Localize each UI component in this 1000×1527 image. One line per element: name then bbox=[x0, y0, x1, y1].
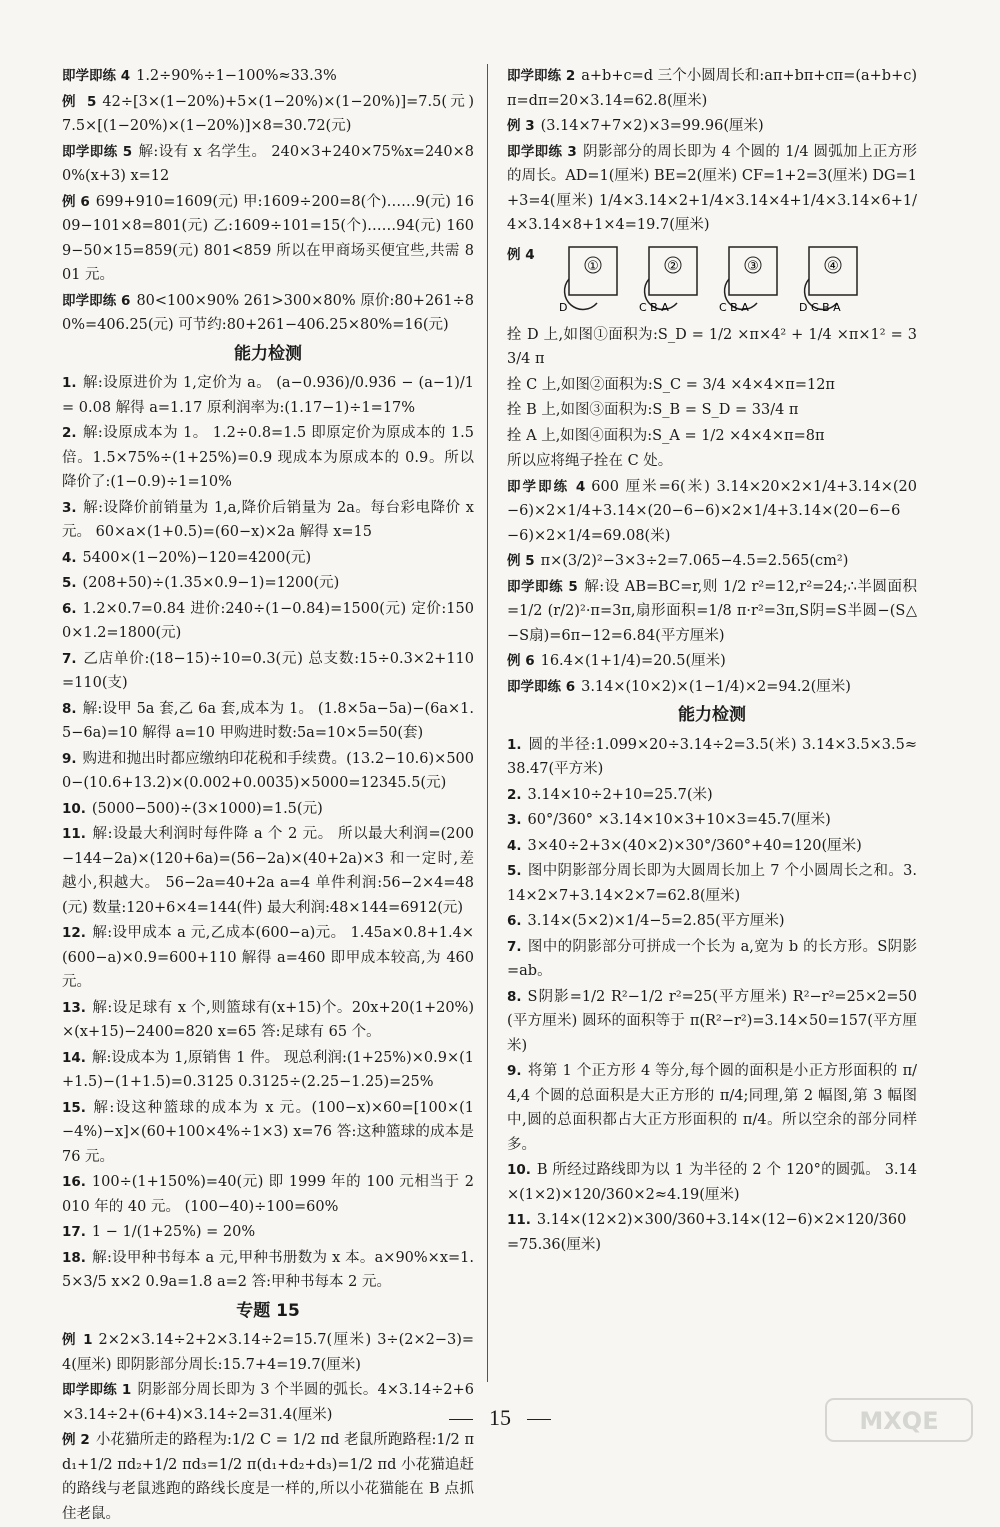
item-text: 解:设降价前销量为 1,a,降价后销量为 2a。每台彩电降价 x 元。 60×a×(1+0.5)=(60−x)×2a 解得 x=15 bbox=[62, 499, 474, 540]
item-label: 9. bbox=[62, 750, 77, 767]
item-text: 小花猫所走的路程为:1/2 C = 1/2 πd 老鼠所跑路程:1/2 πd₁+1/2 πd₂+1/2 πd₃=1/2 π(d₁+d₂+d₃)=1/2 πd 小花猫追赶的路线与老鼠逃跑的路线长度是一样的,所以小花猫能在 B 点抓住老鼠。 bbox=[62, 1432, 474, 1522]
left-column bbox=[62, 64, 474, 1527]
answer-item bbox=[507, 140, 917, 238]
item-text: 解:设甲种书每本 a 元,甲种书册数为 x 本。a×90%×x=1.5×3/5 x×2 0.9a=1.8 a=2 答:甲种书每本 2 元。 bbox=[62, 1249, 474, 1290]
rope-figure bbox=[639, 247, 697, 314]
item-label: 6. bbox=[62, 600, 77, 617]
item-label: 16. bbox=[62, 1174, 86, 1190]
item-text: 解:设甲成本 a 元,乙成本(600−a)元。 1.45a×0.8+1.4×(600−a)×0.9=600+110 解得 a=460 即甲成本较高,为 460 元。 bbox=[62, 925, 474, 990]
item-text: a+b+c=d 三个小圆周长和:aπ+bπ+cπ=(a+b+c)π=dπ=20×3.14=62.8(厘米) bbox=[507, 68, 917, 109]
item-label: 5. bbox=[507, 863, 522, 879]
answer-item bbox=[507, 909, 917, 934]
item-text: 阴影部分周长即为 3 个半圆的弧长。4×3.14÷2+6×3.14÷2+(6+4)×3.14÷2=31.4(厘米) bbox=[62, 1382, 475, 1423]
item-text: 解:设 AB=BC=r,则 1/2 r²=12,r²=24;∴半圆面积=1/2 (r/2)²·π=3π,扇形面积=1/8 π·r²=3π,S阴=S半圆−(S△−S扇)=6π−12=6.84(平方厘米) bbox=[507, 578, 917, 644]
item-label: 11. bbox=[62, 826, 86, 842]
answer-item bbox=[62, 1220, 474, 1245]
item-text: 解:设原进价为 1,定价为 a。 (a−0.936)/0.936 − (a−1)/1 = 0.08 解得 a=1.17 原利润率为:(1.17−1)÷1=17% bbox=[62, 375, 474, 416]
section-heading: 能力检测 bbox=[234, 343, 302, 364]
item-text: 图中的阴影部分可拼成一个长为 a,宽为 b 的长方形。S阴影=ab。 bbox=[507, 938, 917, 979]
item-label: 即学即练 4 bbox=[62, 68, 131, 84]
item-text: 1.2÷90%÷1−100%≈33.3% bbox=[136, 68, 337, 84]
answer-item bbox=[507, 649, 917, 674]
item-text: 2×2×3.14÷2+2×3.14÷2=15.7(厘米) 3÷(2×2−3)=4(厘米) 即阴影部分周长:15.7+4=19.7(厘米) bbox=[62, 1332, 475, 1373]
item-label: 3. bbox=[507, 812, 522, 828]
item-text: 16.4×(1+1/4)=20.5(厘米) bbox=[540, 653, 726, 669]
item-text: B 所经过路线即为以 1 为半径的 2 个 120°的圆弧。 3.14×(1×2)×120/360×2≈4.19(厘米) bbox=[507, 1162, 917, 1203]
answer-item bbox=[507, 783, 917, 808]
item-label: 10. bbox=[62, 800, 86, 817]
answer-item bbox=[62, 1046, 474, 1095]
item-text: 80<100×90% 261>300×80% 原价:80+261÷80%=406.25(元) 可节约:80+261−406.25×80%=16(元) bbox=[62, 292, 474, 333]
rope-figure bbox=[719, 247, 777, 314]
answer-item bbox=[62, 597, 474, 646]
item-text: π×(3/2)²−3×3÷2=7.065−4.5=2.565(cm²) bbox=[540, 553, 849, 569]
item-text: 将第 1 个正方形 4 等分,每个圆的面积是小正方形面积的 π/4,4 个圆的总面积是大正方形的 π/4;同理,第 2 幅图,第 3 幅图中,圆的总面积都占大正方形面积的 π/4。所以空余的部分同样多。 bbox=[507, 1063, 917, 1153]
item-text: 42÷[3×(1−20%)+5×(1−20%)×(1−20%)]=7.5(元) 7.5×[(1−20%)×(1−20%)]×8=30.72(元) bbox=[62, 93, 474, 134]
answer-item bbox=[62, 747, 474, 796]
answer-item bbox=[62, 1096, 474, 1170]
example-4-figures bbox=[507, 239, 917, 321]
item-text: 所以应将绳子拴在 C 处。 bbox=[507, 453, 673, 469]
answer-item bbox=[507, 114, 917, 139]
watermark-logo bbox=[824, 1395, 974, 1445]
item-text: 图中阴影部分周长即为大圆周长加上 7 个小圆周长之和。3.14×2×7+3.14×2×7=62.8(厘米) bbox=[507, 863, 917, 904]
item-text: 3.14×(12×2)×300/360+3.14×(12−6)×2×120/360=75.36(厘米) bbox=[507, 1212, 907, 1253]
item-label: 即学即练 3 bbox=[507, 143, 577, 160]
answer-item bbox=[62, 289, 474, 338]
item-label: 例 5 bbox=[507, 553, 535, 569]
svg-text:MXQE: MXQE bbox=[859, 1407, 939, 1435]
item-label: 9. bbox=[507, 1063, 522, 1079]
right-top-section bbox=[507, 64, 917, 238]
item-label: 2. bbox=[62, 425, 77, 441]
answer-item bbox=[62, 371, 474, 420]
point-letters: D C B A bbox=[798, 300, 841, 314]
item-text: 1.2×0.7=0.84 进价:240÷(1−0.84)=1500(元) 定价:1500×1.2=1800(元) bbox=[62, 600, 474, 641]
answer-item bbox=[507, 733, 917, 782]
answer-item bbox=[62, 496, 474, 545]
answer-item bbox=[62, 697, 474, 746]
item-label: 2. bbox=[507, 786, 522, 803]
item-label: 1. bbox=[507, 736, 522, 753]
answer-item bbox=[507, 475, 917, 549]
item-text: 3×40÷2+3×(40×2)×30°/360°+40=120(厘米) bbox=[527, 837, 862, 854]
item-label: 5. bbox=[62, 575, 77, 591]
item-label: 即学即练 6 bbox=[62, 292, 131, 309]
item-text: 拴 A 上,如图④面积为:S_A = 1/2 ×4×4×π=8π bbox=[507, 427, 825, 444]
answer-item bbox=[62, 190, 474, 288]
item-label: 4. bbox=[62, 549, 77, 566]
item-text: 解:设甲 5a 套,乙 6a 套,成本为 1。 (1.8×5a−5a)−(6a×1.5−6a)=10 解得 a=10 甲购进时数:5a=10×5=50(套) bbox=[62, 700, 474, 741]
right-column bbox=[507, 64, 917, 1258]
item-label: 12. bbox=[62, 925, 86, 941]
item-label: 即学即练 5 bbox=[507, 578, 578, 595]
item-label: 6. bbox=[507, 913, 522, 929]
item-label: 8. bbox=[62, 700, 77, 717]
section-heading: 能力检测 bbox=[678, 705, 746, 725]
item-label: 17. bbox=[62, 1224, 86, 1240]
answer-item bbox=[62, 546, 474, 571]
answer-item bbox=[507, 675, 917, 700]
item-label: 1. bbox=[62, 375, 77, 391]
answer-item bbox=[62, 1246, 474, 1295]
item-text: 圆的半径:1.099×20÷3.14÷2=3.5(米) 3.14×3.5×3.5≈38.47(平方米) bbox=[507, 736, 917, 777]
item-label: 3. bbox=[62, 499, 77, 516]
item-label: 18. bbox=[62, 1249, 86, 1266]
answer-item bbox=[62, 996, 474, 1045]
item-text: 解:设有 x 名学生。 240×3+240×75%x=240×80%(x+3) x=12 bbox=[62, 143, 474, 184]
answer-item bbox=[507, 859, 917, 908]
item-text: 解:设成本为 1,原销售 1 件。 现总利润:(1+25%)×0.9×(1+1.5)−(1+1.5)=0.3125 0.3125÷(2.25−1.25)=25% bbox=[62, 1049, 474, 1090]
answer-item bbox=[507, 64, 917, 113]
rope-figure bbox=[799, 247, 857, 314]
answer-item bbox=[62, 90, 474, 139]
item-text: 3.14×(10×2)×(1−1/4)×2=94.2(厘米) bbox=[581, 678, 851, 695]
item-label: 7. bbox=[507, 938, 522, 955]
answer-item bbox=[507, 1208, 917, 1257]
rope-diagrams bbox=[549, 241, 879, 321]
item-text: 3.14×10÷2+10=25.7(米) bbox=[527, 786, 713, 803]
item-text: 600 厘米=6(米) 3.14×20×2×1/4+3.14×(20−6)×2×1/4+3.14×(20−6−6)×2×1/4+3.14×(20−6−6−6)×2×1/4=69.08(米) bbox=[507, 478, 917, 544]
item-text: 5400×(1−20%)−120=4200(元) bbox=[82, 549, 312, 566]
rope-figure bbox=[559, 247, 617, 314]
item-text: 乙店单价:(18−15)÷10=0.3(元) 总支数:15÷0.3×2+110=110(支) bbox=[62, 650, 474, 691]
answer-item bbox=[62, 797, 474, 822]
item-label: 7. bbox=[62, 650, 77, 667]
answer-item bbox=[507, 834, 917, 859]
item-text: 拴 C 上,如图②面积为:S_C = 3/4 ×4×4×π=12π bbox=[507, 376, 835, 393]
point-letters: D bbox=[558, 300, 568, 314]
answer-item bbox=[62, 571, 474, 596]
item-label: 8. bbox=[507, 988, 522, 1005]
figure-number: ③ bbox=[746, 258, 759, 274]
item-label: 10. bbox=[507, 1162, 531, 1178]
figure-number: ② bbox=[666, 258, 679, 274]
answer-item bbox=[62, 421, 474, 495]
item-text: 拴 D 上,如图①面积为:S_D = 1/2 ×π×4² + 1/4 ×π×1² = 33/4 π bbox=[507, 326, 917, 367]
item-label: 4. bbox=[507, 837, 522, 854]
answer-item bbox=[507, 424, 917, 449]
item-text: S阴影=1/2 R²−1/2 r²=25(平方厘米) R²−r²=25×2=50(平方厘米) 圆环的面积等于 π(R²−r²)=3.14×50=157(平方厘米) bbox=[507, 988, 917, 1054]
item-text: 699+910=1609(元) 甲:1609÷200=8(个)……9(元) 1609−101×8=801(元) 乙:1609÷101=15(个)……94(元) 1609−50×15=859(元) 801<859 所以在甲商场买便宜些,共需 801 元。 bbox=[62, 193, 474, 283]
item-text: 购进和抛出时都应缴纳印花税和手续费。(13.2−10.6)×5000−(10.6+13.2)×(0.002+0.0035)×5000=12345.5(元) bbox=[62, 750, 474, 791]
item-label: 14. bbox=[62, 1049, 86, 1066]
figure-number: ① bbox=[586, 258, 599, 274]
example-4-label: 例 4 bbox=[507, 246, 535, 263]
item-label: 即学即练 4 bbox=[507, 478, 586, 495]
item-text: 解:设最大利润时每件降 a 个 2 元。 所以最大利润=(200−144−2a)×(120+6a)=(56−2a)×(40+2a)×3 和一定时,差越小,积越大。 56−2a=40+2a a=4 单件利润:56−2×4=48(元) 数量:120+6×4=144(件) 最大利润:48×144=6912(元) bbox=[62, 826, 474, 916]
section-heading: 专题 15 bbox=[236, 1300, 300, 1321]
item-text: 解:设足球有 x 个,则篮球有(x+15)个。20x+20(1+20%)×(x+15)−2400=820 x=65 答:足球有 65 个。 bbox=[62, 999, 474, 1040]
item-label: 例 5 bbox=[62, 93, 97, 110]
answer-item bbox=[62, 1170, 474, 1219]
point-letters: C B A bbox=[638, 300, 669, 314]
item-text: 100÷(1+150%)=40(元) 即 1999 年的 100 元相当于 2010 年的 40 元。 (100−40)÷100=60% bbox=[62, 1174, 474, 1215]
answer-item bbox=[62, 921, 474, 995]
answer-item bbox=[507, 985, 917, 1059]
item-text: (208+50)÷(1.35×0.9−1)=1200(元) bbox=[82, 575, 340, 591]
right-bottom-section bbox=[507, 323, 917, 1258]
answer-item bbox=[62, 64, 474, 89]
item-text: 解:设这种篮球的成本为 x 元。(100−x)×60=[100×(1−4%)−x]×(60+100×4%÷1×3) x=76 答:这种篮球的成本是 76 元。 bbox=[62, 1099, 474, 1165]
item-text: 阴影部分的周长即为 4 个圆的 1/4 圆弧加上正方形的周长。AD=1(厘米) BE=2(厘米) CF=1+2=3(厘米) DG=1+3=4(厘米) 1/4×3.14×2+1/4×3.14×4+1/4×3.14×6+1/4×3.14×8+1×4=19.7(厘米) bbox=[507, 143, 918, 233]
item-label: 例 1 bbox=[62, 1332, 93, 1348]
item-label: 即学即练 6 bbox=[507, 678, 576, 695]
answer-item bbox=[507, 398, 917, 423]
item-text: 3.14×(5×2)×1/4−5=2.85(平方厘米) bbox=[527, 913, 785, 929]
answer-item bbox=[507, 373, 917, 398]
answer-item bbox=[62, 140, 474, 189]
item-label: 即学即练 1 bbox=[62, 1382, 132, 1398]
answer-item bbox=[507, 549, 917, 574]
answer-item bbox=[507, 1158, 917, 1207]
item-label: 例 3 bbox=[507, 118, 535, 134]
answer-item bbox=[62, 1328, 474, 1377]
item-label: 13. bbox=[62, 999, 86, 1016]
answer-item bbox=[62, 822, 474, 920]
item-label: 即学即练 5 bbox=[62, 143, 133, 160]
answer-item bbox=[507, 808, 917, 833]
point-letters: C B A bbox=[718, 300, 749, 314]
item-text: 拴 B 上,如图③面积为:S_B = S_D = 33/4 π bbox=[507, 402, 799, 418]
item-text: (5000−500)÷(3×1000)=1.5(元) bbox=[91, 800, 323, 817]
item-label: 即学即练 2 bbox=[507, 68, 576, 84]
column-divider bbox=[487, 64, 488, 1382]
item-label: 11. bbox=[507, 1212, 531, 1228]
answer-item bbox=[507, 1059, 917, 1157]
item-text: 60°/360° ×3.14×10×3+10×3=45.7(厘米) bbox=[527, 812, 831, 828]
item-label: 例 2 bbox=[62, 1432, 90, 1448]
item-label: 15. bbox=[62, 1099, 86, 1116]
item-label: 例 6 bbox=[507, 653, 535, 669]
item-text: (3.14×7+7×2)×3=99.96(厘米) bbox=[540, 118, 764, 134]
answer-item bbox=[507, 575, 917, 649]
answer-item bbox=[62, 647, 474, 696]
answer-item bbox=[62, 1428, 474, 1526]
answer-item bbox=[507, 449, 917, 474]
item-text: 解:设原成本为 1。 1.2÷0.8=1.5 即原定价为原成本的 1.5 倍。1.5×75%÷(1+25%)=0.9 现成本为原成本的 0.9。所以降价了:(1−0.9)÷1=10% bbox=[62, 425, 474, 490]
page-number-text: 15 bbox=[489, 1405, 511, 1430]
answer-item bbox=[507, 935, 917, 984]
answer-item bbox=[507, 323, 917, 372]
figure-number: ④ bbox=[826, 258, 839, 274]
item-label: 例 6 bbox=[62, 193, 90, 210]
item-text: 1 − 1/(1+25%) = 20% bbox=[91, 1224, 256, 1240]
